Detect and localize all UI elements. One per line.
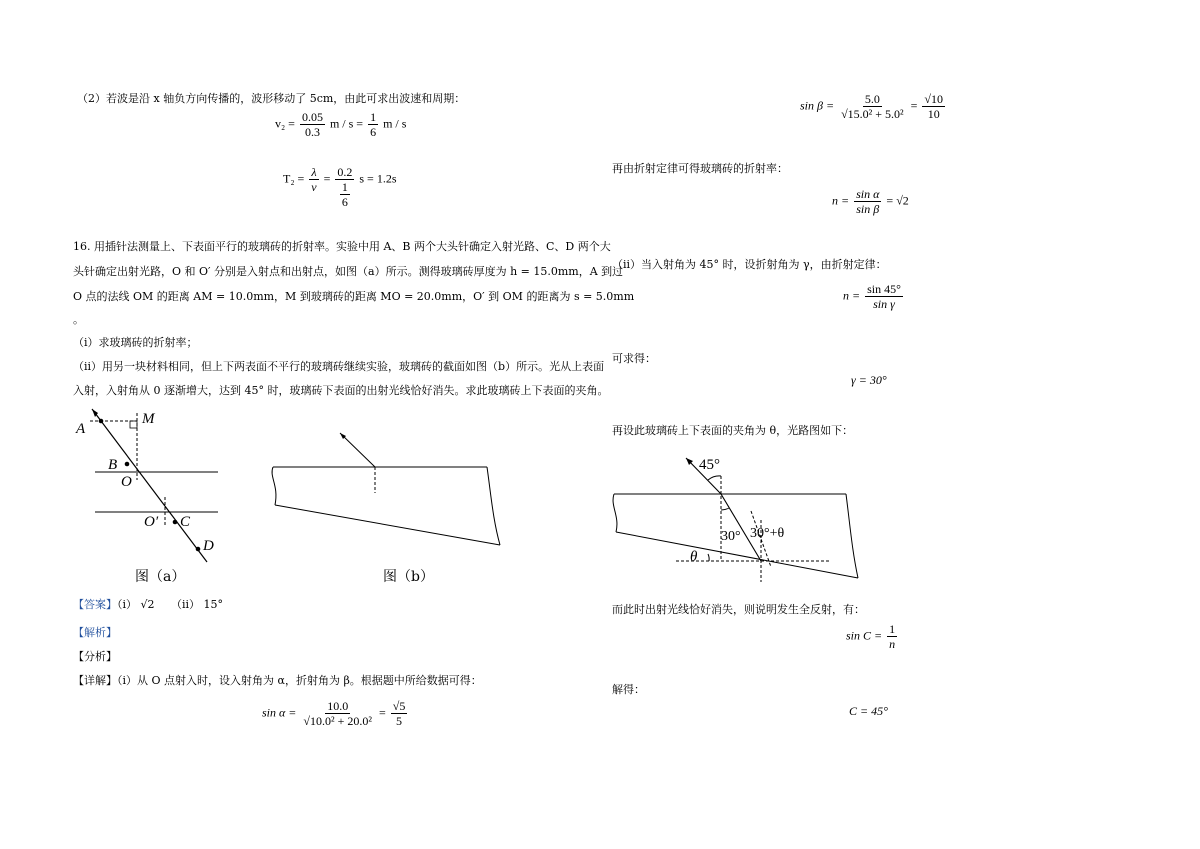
analysis-tag: 【解析】 — [73, 626, 117, 639]
label-o-prime: O′ — [144, 514, 159, 530]
total-reflection-text: 而此时出射光线恰好消失，则说明发生全反射，有： — [612, 603, 865, 616]
incident-ray-b — [340, 433, 375, 467]
label-45: 45° — [699, 457, 720, 473]
figure-b — [265, 425, 505, 550]
label-o: O — [121, 474, 132, 490]
q16-line4: 。 — [73, 313, 84, 326]
label-c: C — [180, 514, 191, 530]
label-b: B — [108, 457, 118, 473]
part-ii-text: （ii）当入射角为 45° 时，设折射角为 γ，由折射定律： — [612, 258, 887, 271]
right-angle-mark — [130, 421, 137, 428]
optical-path-figure — [608, 450, 868, 585]
answer-tag: 【答案】 — [73, 598, 117, 611]
angle-arc-30 — [721, 508, 729, 510]
v2-equation: v₂ = $\frac{0.05}{0.3}$ m / s = $\frac{1}{6}$ m / s — [275, 110, 407, 139]
c-result: C = 45° — [849, 704, 888, 718]
refraction-text: 再由折射定律可得玻璃砖的折射率： — [612, 162, 788, 175]
sin-alpha-equation: sin α = $\frac{10.0}{\text{√10.0² + 20.0²}}$ = $\frac{√5}{5}$ — [262, 699, 406, 728]
light-ray-a — [92, 409, 207, 562]
label-d: D — [203, 538, 214, 554]
glass-right-break — [846, 494, 858, 578]
part2-text: （2）若波是沿 x 轴负方向传播的，波形移动了 5cm，由此可求出波速和周期： — [77, 92, 466, 105]
n-equation: n = $\frac{\text{sin α}}{\text{sin β}}$ = √2 — [832, 187, 909, 216]
q16-line3: O 点的法线 OM 的距离 AM = 10.0mm，M 到玻璃砖的距离 MO = 20.0mm，O′ 到 OM 的距离为 s = 5.0mm — [73, 290, 635, 303]
q16-line2: 头针确定出射光路，O 和 O′ 分别是入射点和出射点，如图（a）所示。测得玻璃砖厚度为 h = 15.0mm，A 到过 — [73, 265, 624, 278]
angle-arc-45 — [708, 476, 721, 480]
glass-b-left-break — [272, 467, 276, 505]
figure-b-caption: 图（b） — [383, 569, 434, 585]
glass-b-right-break — [487, 467, 500, 545]
answer-line — [73, 598, 223, 612]
jiede-text: 解得： — [612, 683, 645, 696]
detail-line: 【详解】（i）从 O 点射入时，设入射角为 α，折射角为 β。根据题中所给数据可得： — [73, 674, 482, 687]
theta-text: 再设此玻璃砖上下表面的夹角为 θ，光路图如下： — [612, 424, 854, 437]
t2-equation: T₂ = $\frac{\lambda}{v}$ = $\frac{0.2}{\frac{1}{6}}$ s = 1.2s — [283, 165, 397, 209]
pin-a — [99, 419, 104, 424]
glass-left-break — [613, 494, 617, 532]
label-m: M — [142, 411, 155, 427]
pin-d — [196, 547, 201, 552]
sin-c-equation: sin C = $\frac{1}{n}$ — [846, 622, 896, 651]
label-theta: θ — [690, 549, 698, 565]
pin-c — [173, 520, 178, 525]
fenxi-tag: 【分析】 — [73, 650, 117, 663]
kede-text: 可求得： — [612, 352, 656, 365]
label-a: A — [76, 421, 86, 437]
answer-text: （i） √2 （ii） 15° — [117, 598, 224, 611]
sub-question-ii-line2: 入射，入射角从 0 逐渐增大，达到 45° 时，玻璃砖下表面的出射光线恰好消失。求此玻璃砖上下表面的夹角。 — [73, 384, 609, 397]
n-45-equation: n = $\frac{\sin 45^\circ}{\text{sin γ}}$ — [843, 282, 901, 311]
figure-a — [70, 405, 230, 575]
figure-a-caption: 图（a） — [135, 569, 186, 585]
gamma-result: γ = 30° — [851, 373, 887, 387]
q16-line1: 16. 用插针法测量上、下表面平行的玻璃砖的折射率。实验中用 A、B 两个大头针确定入射光路、C、D 两个大 — [73, 240, 611, 253]
glass-b-bottom — [275, 505, 500, 545]
angle-arc-theta — [708, 554, 709, 561]
pin-b — [125, 462, 130, 467]
label-30-theta: 30°+θ — [750, 526, 785, 541]
sub-question-i: （i）求玻璃砖的折射率； — [73, 336, 198, 349]
sin-beta-equation: sin β = $\frac{5.0}{\text{√15.0² + 5.0²}}$ = $\frac{√10}{10}$ — [800, 92, 944, 121]
sub-question-ii-line1: （ii）用另一块材料相同，但上下两表面不平行的玻璃砖继续实验，玻璃砖的截面如图（b）所示。光从上表面 — [73, 360, 605, 373]
label-30: 30° — [721, 529, 741, 544]
